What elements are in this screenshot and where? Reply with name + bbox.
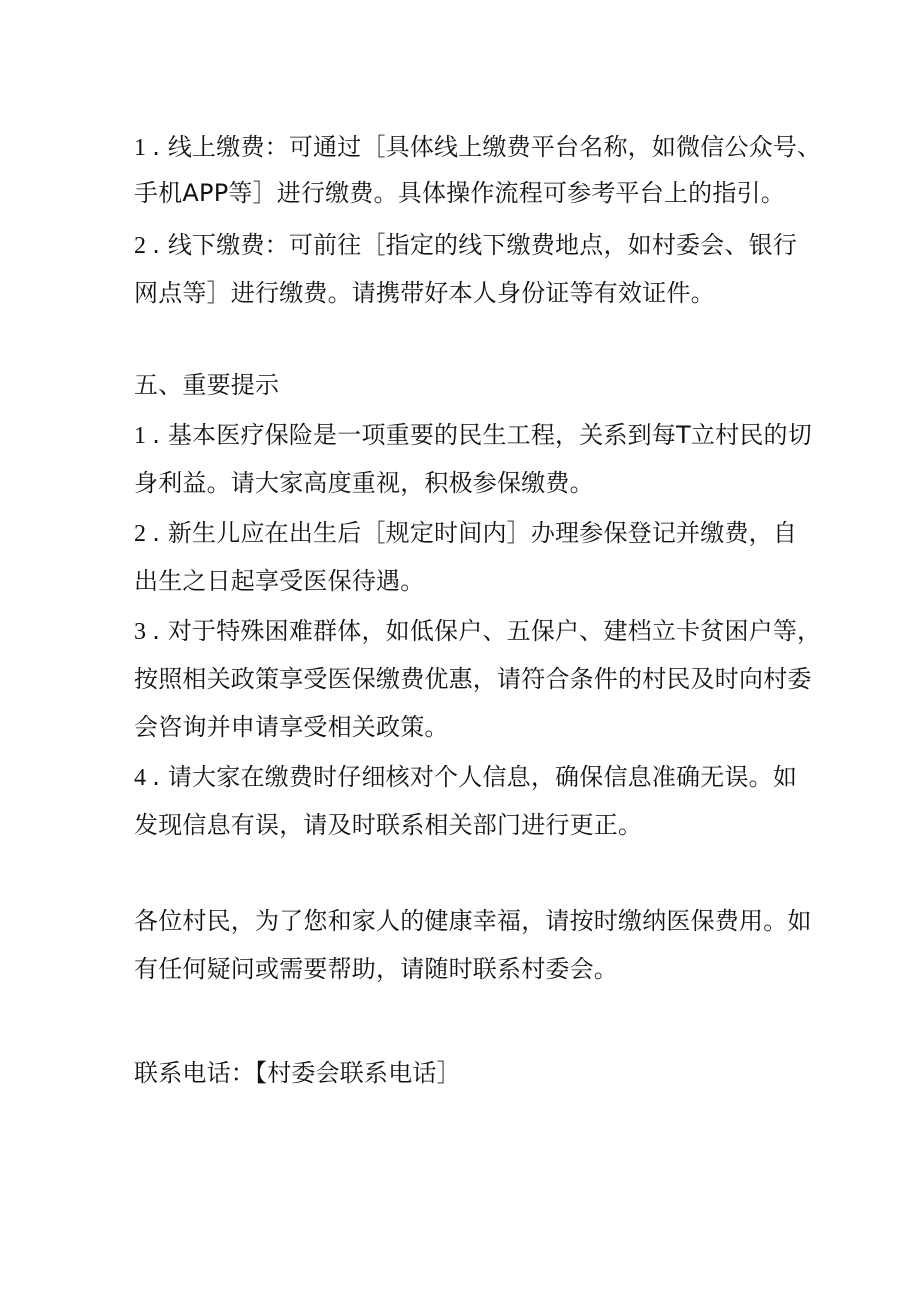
tip-item-4 <box>134 762 797 793</box>
item-text: . 线上缴费：可通过［具体线上缴费平台名称，如微信公众号、 <box>152 133 822 161</box>
tip-item-1 <box>134 420 812 451</box>
item-number: 1 <box>134 423 147 449</box>
tip-item-2-cont: 出生之日起享受医保待遇。 <box>134 567 425 595</box>
tip-item-1-cont: 身利益。请大家高度重视，积极参保缴费。 <box>134 469 594 497</box>
online-payment-item-cont: 手机APP等］进行缴费。具体操作流程可参考平台上的指引。 <box>134 179 785 207</box>
closing-paragraph: 各位村民，为了您和家人的健康幸福，请按时缴纳医保费用。如 <box>134 907 812 935</box>
tip-item-2 <box>134 518 797 549</box>
tip-item-3-cont2: 会咨询并申请享受相关政策。 <box>134 713 449 741</box>
tip-item-3 <box>134 616 821 647</box>
item-text: . 线下缴费：可前往［指定的线下缴费地点，如村委会、银行 <box>152 231 798 259</box>
offline-payment-item <box>134 230 797 261</box>
closing-paragraph-cont: 有任何疑问或需要帮助，请随时联系村委会。 <box>134 955 618 983</box>
offline-payment-item-cont: 网点等］进行缴费。请携带好本人身份证等有效证件。 <box>134 279 715 307</box>
item-number: 4 <box>134 765 147 791</box>
item-number: 3 <box>134 619 147 645</box>
item-number: 2 <box>134 521 147 547</box>
item-number: 2 <box>134 233 147 259</box>
item-number: 1 <box>134 135 147 161</box>
item-text: . 请大家在缴费时仔细核对个人信息，确保信息准确无误。如 <box>152 763 798 791</box>
item-text: . 新生儿应在出生后［规定时间内］办理参保登记并缴费，自 <box>152 519 798 547</box>
item-text: . 对于特殊困难群体，如低保户、五保户、建档立卡贫困户等， <box>152 617 822 645</box>
tip-item-3-cont: 按照相关政策享受医保缴费优惠，请符合条件的村民及时向村委 <box>134 665 812 693</box>
section-heading: 五、重要提示 <box>134 371 280 399</box>
item-text: . 基本医疗保险是一项重要的民生工程，关系到每T立村民的切 <box>152 421 812 449</box>
tip-item-4-cont: 发现信息有误，请及时联系相关部门进行更正。 <box>134 811 643 839</box>
contact-phone: 联系电话：【村委会联系电话］ <box>134 1059 461 1087</box>
online-payment-item <box>134 132 821 163</box>
